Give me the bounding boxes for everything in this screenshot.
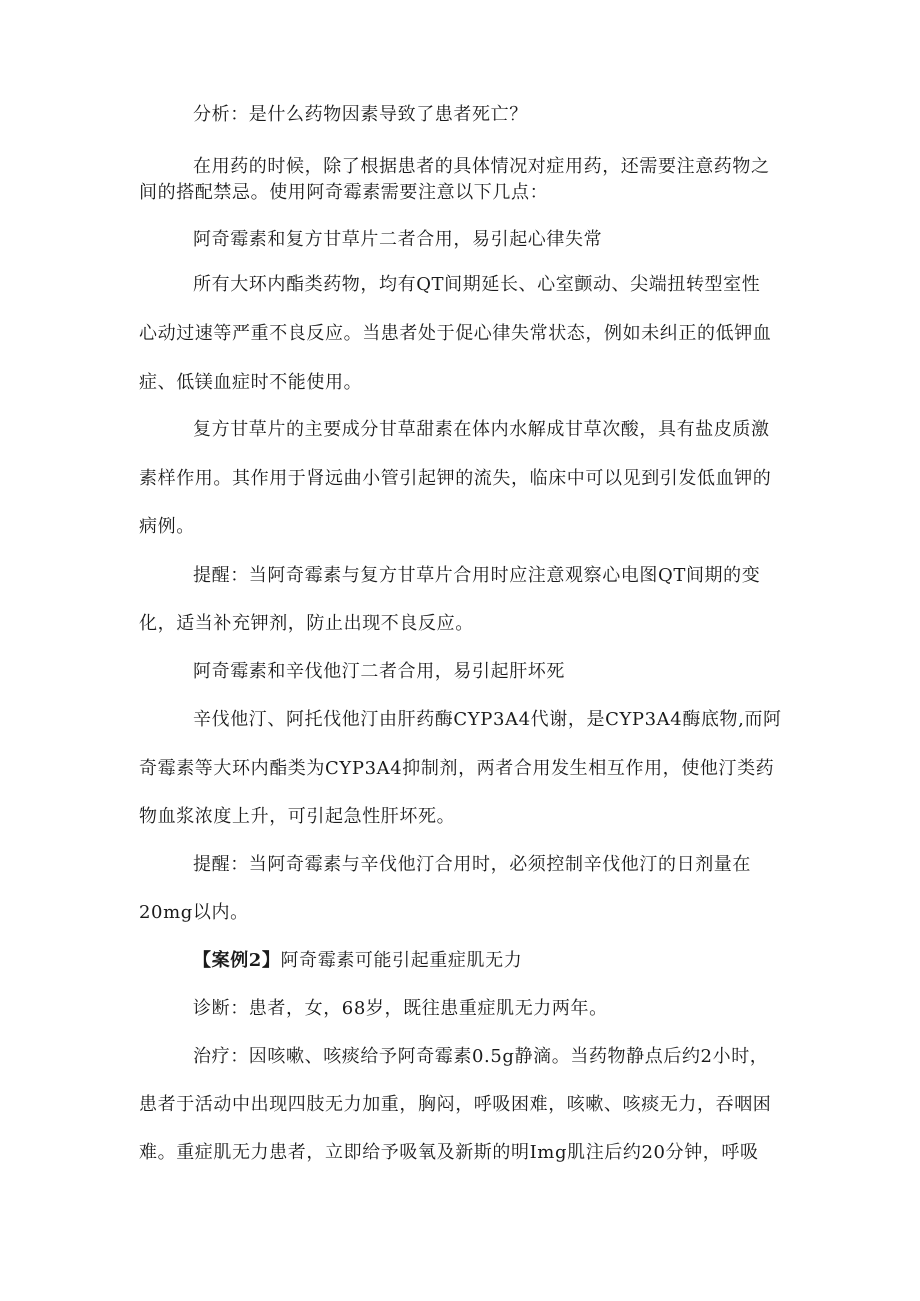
diagnosis-line: 诊断：患者，女，68岁，既往患重症肌无力两年。: [193, 998, 608, 1019]
text-line-1: 分析：是什么药物因素导致了患者死亡？: [193, 104, 528, 125]
case-heading: [193, 949, 522, 973]
text-line-10: 病例。: [139, 516, 195, 537]
section-heading-2: 阿奇霉素和辛伐他汀二者合用，易引起肝坏死: [193, 661, 565, 682]
text-line-14: 辛伐他汀、阿托伐他汀由肝药酶CYP3A4代谢，是CYP3A4酶底物,而阿: [193, 709, 782, 730]
section-heading-1: 阿奇霉素和复方甘草片二者合用，易引起心律失常: [193, 229, 603, 250]
text-line-7: 症、低镁血症时不能使用。: [139, 372, 363, 393]
text-line-3: 间的搭配禁忌。使用阿奇霉素需要注意以下几点：: [139, 182, 549, 203]
case-title: 阿奇霉素可能引起重症肌无力: [280, 950, 523, 971]
text-line-5: 所有大环内酯类药物，均有QT间期延长、心室颤动、尖端扭转型室性: [193, 274, 761, 295]
text-line-23: 难。重症肌无力患者，立即给予吸氧及新斯的明Img肌注后约20分钟，呼吸: [139, 1142, 759, 1163]
treatment-line: 治疗：因咳嗽、咳痰给予阿奇霉素0.5g静滴。当药物静点后约2小时，: [193, 1046, 769, 1067]
text-line-22: 患者于活动中出现四肢无力加重，胸闷，呼吸困难，咳嗽、咳痰无力，吞咽困: [139, 1094, 772, 1115]
text-line-12: 化，适当补充钾剂，防止出现不良反应。: [139, 613, 474, 634]
text-line-6: 心动过速等严重不良反应。当患者处于促心律失常状态，例如未纠正的低钾血: [139, 323, 772, 344]
text-line-15: 奇霉素等大环内酯类为CYP3A4抑制剂，两者合用发生相互作用，使他汀类药: [139, 758, 775, 779]
text-line-9: 素样作用。其作用于肾远曲小管引起钾的流失，临床中可以见到引发低血钾的: [139, 468, 772, 489]
text-line-18: 20mg以内。: [139, 902, 249, 923]
text-line-16: 物血浆浓度上升，可引起急性肝坏死。: [139, 806, 456, 827]
text-line-2: 在用药的时候，除了根据患者的具体情况对症用药，还需要注意药物之: [193, 156, 770, 177]
reminder-line-1: 提醒：当阿奇霉素与复方甘草片合用时应注意观察心电图QT间期的变: [193, 565, 761, 586]
text-line-8: 复方甘草片的主要成分甘草甜素在体内水解成甘草次酸，具有盐皮质激: [193, 419, 770, 440]
case-label: 【案例2】: [193, 950, 281, 971]
reminder-line-2: 提醒：当阿奇霉素与辛伐他汀合用时，必须控制辛伐他汀的日剂量在: [193, 854, 751, 875]
